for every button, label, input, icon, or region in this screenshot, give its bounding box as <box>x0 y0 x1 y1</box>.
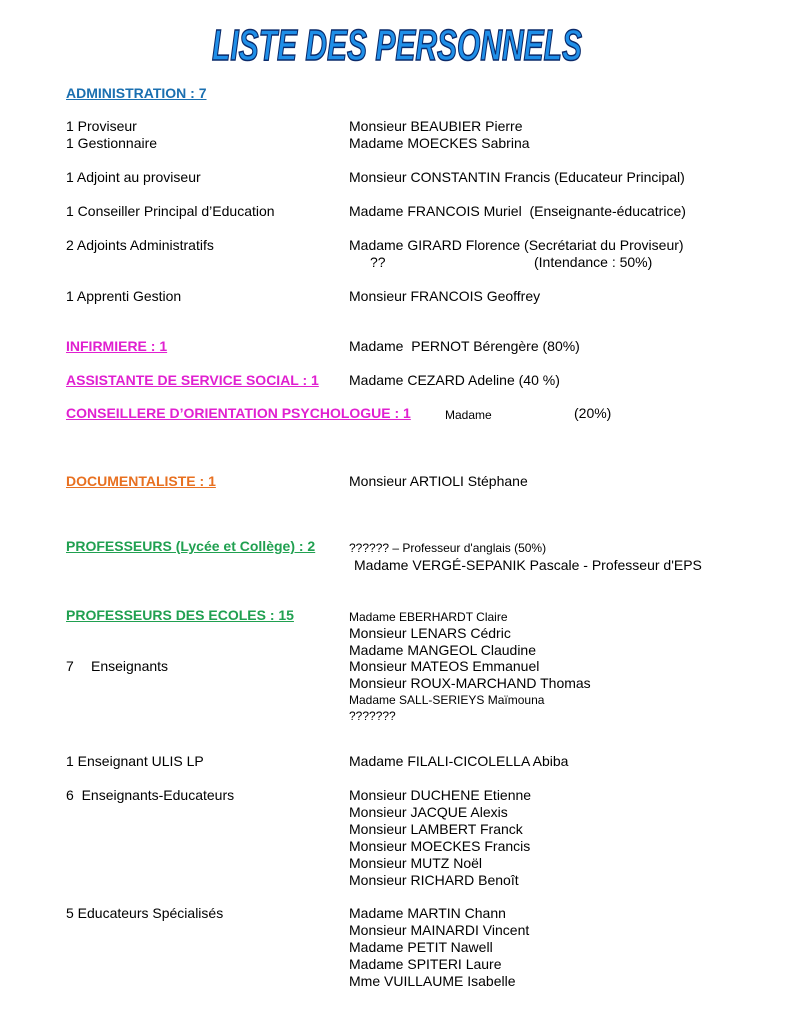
role-label: 1 Enseignant ULIS LP <box>66 753 204 769</box>
section-heading-ecoles: PROFESSEURS DES ECOLES : 15 <box>66 607 294 623</box>
role-label: 6 Enseignants-Educateurs <box>66 787 235 803</box>
role-label: 5 Educateurs Spécialisés <box>66 905 224 921</box>
staff-name: Madame MOECKES Sabrina <box>349 135 530 151</box>
staff-name: Madame MARTIN Chann <box>349 905 506 921</box>
staff-name: Madame PERNOT Bérengère (80%) <box>349 338 580 354</box>
staff-name: Monsieur MUTZ Noël <box>349 855 483 871</box>
role-label: 2 Adjoints Administratifs <box>66 237 214 253</box>
staff-name: ??????? <box>349 709 396 723</box>
staff-name: Monsieur LENARS Cédric <box>349 625 511 641</box>
staff-name: Monsieur MAINARDI Vincent <box>349 922 530 938</box>
section-heading-documentaliste: DOCUMENTALISTE : 1 <box>66 473 216 489</box>
section-heading-infirmiere: INFIRMIERE : 1 <box>66 338 168 354</box>
role-label: 1 Proviseur <box>66 118 137 134</box>
section-heading-conseillere: CONSEILLERE D’ORIENTATION PSYCHOLOGUE : 1 <box>66 405 411 421</box>
section-heading-administration: ADMINISTRATION : 7 <box>66 85 207 101</box>
staff-name: Monsieur DUCHENE Etienne <box>349 787 532 803</box>
section-heading-professeurs: PROFESSEURS (Lycée et Collège) : 2 <box>66 538 316 554</box>
role-label: 1 Apprenti Gestion <box>66 288 182 304</box>
staff-note: (20%) <box>574 405 612 421</box>
role-label: 1 Adjoint au proviseur <box>66 169 201 185</box>
staff-name: Madame SPITERI Laure <box>349 956 502 972</box>
staff-name: Madame PETIT Nawell <box>349 939 493 955</box>
role-count: 7 <box>66 658 74 674</box>
role-label: 1 Gestionnaire <box>66 135 158 151</box>
title-text: LISTE DES PERSONNELS <box>212 21 582 70</box>
staff-name: Monsieur MATEOS Emmanuel <box>349 658 540 674</box>
staff-name: Madame FILALI-CICOLELLA Abiba <box>349 753 569 769</box>
staff-name: Madame FRANCOIS Muriel (Enseignante-éducatrice) <box>349 203 686 219</box>
staff-name: Monsieur LAMBERT Franck <box>349 821 523 837</box>
staff-name: Monsieur CONSTANTIN Francis (Educateur Principal) <box>349 169 685 185</box>
staff-name: Mme VUILLAUME Isabelle <box>349 973 516 989</box>
title-art <box>197 18 597 70</box>
staff-name: Monsieur ARTIOLI Stéphane <box>349 473 528 489</box>
staff-name: Monsieur JACQUE Alexis <box>349 804 508 820</box>
staff-name: Madame MANGEOL Claudine <box>349 642 537 658</box>
staff-name: Monsieur FRANCOIS Geoffrey <box>349 288 541 304</box>
staff-name: Monsieur RICHARD Benoît <box>349 872 519 888</box>
staff-name: ?? <box>370 254 386 270</box>
role-label: 1 Conseiller Principal d’Education <box>66 203 275 219</box>
staff-name: Madame <box>445 408 492 422</box>
page-title <box>0 18 794 70</box>
staff-name: Madame SALL-SERIEYS Maïmouna <box>349 693 545 707</box>
staff-name: ?????? – Professeur d'anglais (50%) <box>349 541 547 555</box>
staff-name: Madame EBERHARDT Claire <box>349 610 508 624</box>
staff-name: Madame VERGÉ-SEPANIK Pascale - Professeur d'EPS <box>354 557 702 573</box>
staff-name: Monsieur ROUX-MARCHAND Thomas <box>349 675 591 691</box>
staff-name: Monsieur MOECKES Francis <box>349 838 531 854</box>
section-heading-assistante: ASSISTANTE DE SERVICE SOCIAL : 1 <box>66 372 319 388</box>
role-label: Enseignants <box>91 658 169 674</box>
staff-name: Madame GIRARD Florence (Secrétariat du Proviseur) <box>349 237 684 253</box>
staff-note: (Intendance : 50%) <box>534 254 653 270</box>
staff-name: Monsieur BEAUBIER Pierre <box>349 118 523 134</box>
staff-name: Madame CEZARD Adeline (40 %) <box>349 372 560 388</box>
